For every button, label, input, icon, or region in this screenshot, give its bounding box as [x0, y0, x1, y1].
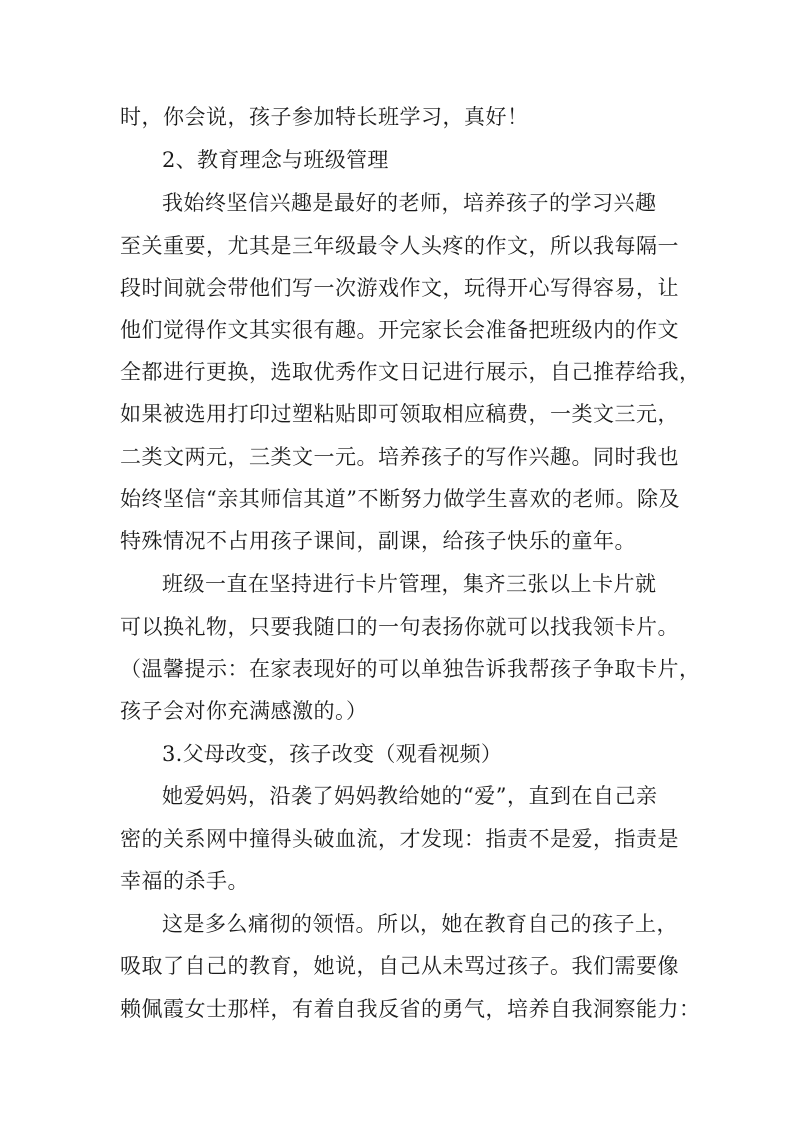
- paragraph-line: 幸福的杀手。: [120, 869, 249, 893]
- paragraph-line: 赖佩霞女士那样，有着自我反省的勇气，培养自我洞察能力：: [120, 997, 701, 1021]
- paragraph-line: （温馨提示：在家表现好的可以单独告诉我帮孩子争取卡片，: [120, 657, 701, 681]
- paragraph-line: 吸取了自己的教育，她说，自己从未骂过孩子。我们需要像: [120, 954, 679, 978]
- paragraph-line: 时，你会说，孩子参加特长班学习，真好！: [120, 105, 529, 129]
- paragraph-line: 始终坚信“亲其师信其道”不断努力做学生喜欢的老师。除及: [120, 487, 680, 511]
- paragraph-line: 孩子会对你充满感激的。）: [120, 699, 368, 723]
- paragraph-line: 段时间就会带他们写一次游戏作文，玩得开心写得容易，让: [120, 276, 679, 300]
- paragraph-line: 这是多么痛彻的领悟。所以，她在教育自己的孩子上，: [162, 912, 678, 936]
- paragraph-line: 二类文两元，三类文一元。培养孩子的写作兴趣。同时我也: [120, 445, 679, 469]
- paragraph-line: 她爱妈妈，沿袭了妈妈教给她的“爱”，直到在自己亲: [162, 784, 658, 808]
- section-heading: 3.父母改变，孩子改变（观看视频）: [162, 742, 503, 766]
- paragraph-line: 我始终坚信兴趣是最好的老师，培养孩子的学习兴趣: [162, 191, 657, 215]
- section-heading: 2、教育理念与班级管理: [162, 148, 389, 172]
- paragraph-line: 他们觉得作文其实很有趣。开完家长会准备把班级内的作文: [120, 318, 679, 342]
- paragraph-line: 全都进行更换，选取优秀作文日记进行展示，自己推荐给我，: [120, 360, 701, 384]
- paragraph-line: 班级一直在坚持进行卡片管理，集齐三张以上卡片就: [162, 572, 657, 596]
- paragraph-line: 特殊情况不占用孩子课间，副课，给孩子快乐的童年。: [120, 529, 636, 553]
- paragraph-line: 密的关系网中撞得头破血流，才发现：指责不是爱，指责是: [120, 827, 679, 851]
- paragraph-line: 至关重要，尤其是三年级最令人头疼的作文，所以我每隔一: [120, 234, 679, 258]
- paragraph-line: 如果被选用打印过塑粘贴即可领取相应稿费，一类文三元，: [120, 402, 679, 426]
- paragraph-line: 可以换礼物，只要我随口的一句表扬你就可以找我领卡片。: [120, 615, 679, 639]
